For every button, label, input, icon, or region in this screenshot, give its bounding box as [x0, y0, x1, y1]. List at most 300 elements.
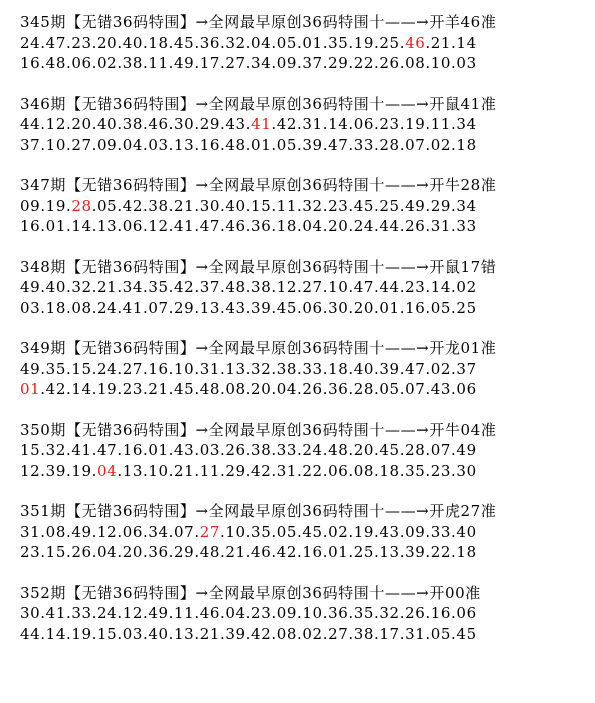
separator-dot: .	[40, 380, 46, 398]
number-cell: 43	[225, 115, 246, 133]
number-cell: 08	[353, 461, 375, 480]
number-cell: 33	[430, 522, 452, 541]
number-cell: 01	[45, 217, 66, 235]
number-cell: 40	[353, 359, 375, 378]
separator-dot: .	[245, 196, 252, 215]
separator-dot: .	[220, 380, 226, 398]
number-cell: 39	[251, 298, 272, 317]
highlighted-number: 28	[71, 196, 92, 215]
separator-dot: .	[168, 359, 175, 378]
separator-dot: .	[374, 54, 380, 72]
number-cell: 47	[353, 278, 375, 296]
separator-dot: .	[142, 359, 149, 378]
period-title: 350期【无错36码特围】→全网最早原创36码特围十——→开牛04准	[20, 420, 497, 439]
separator-dot: .	[65, 54, 72, 72]
separator-dot: .	[168, 33, 175, 52]
number-cell: 38	[122, 115, 143, 133]
number-cell: 31	[20, 522, 41, 541]
period-title: 351期【无错36码特围】→全网最早原创36码特围十——→开虎27准	[20, 502, 497, 520]
separator-dot: .	[271, 54, 277, 72]
separator-dot: .	[142, 217, 149, 235]
separator-dot: .	[425, 441, 431, 459]
number-cell: 36	[251, 217, 272, 235]
separator-dot: .	[220, 33, 226, 52]
separator-dot: .	[65, 135, 72, 154]
period-title: 345期【无错36码特围】→全网最早原创36码特围十——→开羊46准	[20, 13, 497, 31]
number-cell: 23	[71, 33, 92, 52]
number-cell: 40	[148, 624, 169, 643]
period-title: 349期【无错36码特围】→全网最早原创36码特围十——→开龙01准	[20, 339, 497, 357]
number-cell: 09	[20, 196, 41, 215]
separator-dot: .	[451, 217, 457, 235]
number-cell: 37	[199, 278, 220, 296]
separator-dot: .	[220, 278, 226, 296]
separator-dot: .	[322, 461, 329, 480]
separator-dot: .	[220, 624, 226, 643]
number-cell: 01	[379, 298, 400, 317]
number-cell: 48	[199, 380, 220, 398]
number-cell: 41	[174, 217, 195, 235]
separator-dot: .	[40, 217, 46, 235]
separator-dot: .	[374, 624, 380, 643]
number-cell: 24	[97, 298, 118, 317]
number-cell: 11	[430, 115, 452, 133]
separator-dot: .	[348, 359, 354, 378]
number-cell: 48	[328, 441, 349, 459]
number-cell: 13	[97, 217, 118, 235]
separator-dot: .	[348, 54, 354, 72]
separator-dot: .	[168, 624, 175, 643]
number-cell: 23	[379, 115, 400, 133]
number-cell: 13	[379, 543, 400, 561]
number-cell: 21	[430, 33, 452, 52]
separator-dot: .	[322, 33, 329, 52]
separator-dot: .	[40, 115, 46, 133]
number-cell: 40	[456, 522, 477, 541]
number-cell: 35	[251, 522, 272, 541]
number-cell: 33	[276, 441, 298, 459]
number-cell: 06	[456, 380, 477, 398]
number-cell: 27	[302, 278, 323, 296]
number-cell: 03	[148, 135, 169, 154]
number-cell: 05	[379, 380, 400, 398]
separator-dot: .	[425, 380, 431, 398]
separator-dot: .	[91, 217, 98, 235]
separator-dot: .	[271, 543, 277, 561]
separator-dot: .	[399, 359, 406, 378]
separator-dot: .	[220, 359, 226, 378]
number-cell: 47	[97, 441, 118, 459]
separator-dot: .	[297, 115, 303, 133]
number-cell: 16	[199, 135, 220, 154]
separator-dot: .	[425, 359, 431, 378]
number-cell: 24	[302, 441, 323, 459]
separator-dot: .	[399, 115, 406, 133]
separator-dot: .	[117, 196, 123, 215]
period-block	[20, 94, 590, 156]
number-cell: 10	[302, 604, 323, 622]
number-cell: 23	[122, 380, 143, 398]
separator-dot: .	[142, 441, 149, 459]
separator-dot: .	[271, 217, 277, 235]
separator-dot: .	[425, 115, 431, 133]
separator-dot: .	[271, 115, 277, 133]
number-cell: 36	[328, 380, 349, 398]
separator-dot: .	[40, 359, 46, 378]
separator-dot: .	[142, 624, 149, 643]
number-cell: 49	[20, 359, 41, 378]
separator-dot: .	[374, 604, 380, 622]
number-cell: 10	[430, 54, 452, 72]
separator-dot: .	[348, 217, 354, 235]
number-cell: 42	[251, 461, 272, 480]
number-cell: 23	[328, 196, 349, 215]
number-cell: 05	[97, 196, 118, 215]
separator-dot: .	[245, 33, 252, 52]
number-cell: 35	[405, 461, 426, 480]
number-cell: 31	[405, 624, 426, 643]
separator-dot: .	[271, 33, 277, 52]
separator-dot: .	[451, 543, 457, 561]
separator-dot: .	[117, 115, 123, 133]
number-cell: 38	[353, 624, 375, 643]
number-cell: 25	[353, 543, 375, 561]
number-cell: 35	[328, 33, 349, 52]
separator-dot: .	[91, 298, 98, 317]
number-cell: 18	[328, 359, 349, 378]
number-cell: 04	[276, 380, 298, 398]
separator-dot: .	[399, 54, 406, 72]
separator-dot: .	[425, 278, 431, 296]
separator-dot: .	[117, 54, 123, 72]
separator-dot: .	[142, 33, 149, 52]
number-cell: 02	[430, 135, 452, 154]
number-cell: 39	[405, 543, 426, 561]
separator-dot: .	[91, 278, 98, 296]
number-cell: 29	[225, 461, 246, 480]
number-cell: 05	[276, 135, 298, 154]
number-cell: 36	[148, 543, 169, 561]
separator-dot: .	[374, 461, 380, 480]
number-cell: 37	[302, 54, 323, 72]
period-block	[20, 175, 590, 237]
separator-dot: .	[348, 604, 354, 622]
number-cell: 10	[148, 461, 169, 480]
number-cell: 48	[225, 135, 246, 154]
separator-dot: .	[451, 624, 457, 643]
number-cell: 44	[20, 624, 41, 643]
number-cell: 40	[97, 115, 118, 133]
number-cell: 28	[405, 441, 426, 459]
separator-dot: .	[245, 461, 252, 480]
number-cell: 43	[225, 298, 246, 317]
separator-dot: .	[220, 217, 226, 235]
number-row	[20, 522, 590, 543]
period-block	[20, 420, 590, 482]
number-cell: 47	[328, 135, 349, 154]
number-cell: 42	[122, 196, 143, 215]
number-cell: 01	[251, 135, 272, 154]
number-cell: 16	[20, 217, 41, 235]
separator-dot: .	[425, 522, 431, 541]
separator-dot: .	[40, 298, 46, 317]
separator-dot: .	[271, 278, 277, 296]
separator-dot: .	[271, 359, 277, 378]
separator-dot: .	[40, 441, 46, 459]
separator-dot: .	[297, 441, 303, 459]
separator-dot: .	[348, 522, 354, 541]
number-cell: 47	[45, 33, 66, 52]
number-cell: 07	[405, 135, 426, 154]
separator-dot: .	[117, 380, 123, 398]
separator-dot: .	[451, 54, 457, 72]
separator-dot: .	[399, 380, 406, 398]
number-cell: 18	[276, 217, 298, 235]
separator-dot: .	[142, 115, 149, 133]
separator-dot: .	[245, 380, 252, 398]
separator-dot: .	[245, 54, 252, 72]
period-block	[20, 501, 590, 563]
number-cell: 14	[71, 217, 92, 235]
separator-dot: .	[297, 54, 303, 72]
number-cell: 18	[148, 33, 169, 52]
separator-dot: .	[194, 380, 200, 398]
separator-dot: .	[425, 33, 431, 52]
separator-dot: .	[91, 624, 98, 643]
separator-dot: .	[425, 298, 431, 317]
separator-dot: .	[194, 441, 200, 459]
separator-dot: .	[142, 380, 149, 398]
number-cell: 11	[174, 604, 195, 622]
separator-dot: .	[348, 380, 354, 398]
number-cell: 28	[353, 380, 375, 398]
number-cell: 14	[71, 380, 92, 398]
number-cell: 42	[45, 380, 66, 398]
separator-dot: .	[65, 278, 72, 296]
number-cell: 32	[45, 441, 66, 459]
number-cell: 26	[225, 441, 246, 459]
separator-dot: .	[399, 624, 406, 643]
separator-dot: .	[374, 278, 380, 296]
separator-dot: .	[168, 217, 175, 235]
number-cell: 09	[405, 522, 426, 541]
separator-dot: .	[399, 543, 406, 561]
number-cell: 07	[174, 522, 195, 541]
separator-dot: .	[245, 543, 252, 561]
separator-dot: .	[194, 359, 200, 378]
number-cell: 20	[122, 543, 143, 561]
number-cell: 16	[20, 54, 41, 72]
number-cell: 03	[199, 441, 220, 459]
separator-dot: .	[348, 115, 354, 133]
separator-dot: .	[40, 196, 46, 215]
separator-dot: .	[168, 543, 175, 561]
separator-dot: .	[297, 461, 303, 480]
number-cell: 41	[122, 298, 143, 317]
number-cell: 13	[225, 359, 246, 378]
separator-dot: .	[65, 217, 72, 235]
separator-dot: .	[348, 461, 354, 480]
separator-dot: .	[374, 196, 380, 215]
separator-dot: .	[451, 115, 457, 133]
separator-dot: .	[271, 461, 277, 480]
number-cell: 37	[456, 359, 477, 378]
number-cell: 21	[174, 196, 195, 215]
number-cell: 09	[276, 54, 298, 72]
number-cell: 14	[456, 33, 477, 52]
number-cell: 15	[71, 359, 92, 378]
number-cell: 08	[71, 298, 92, 317]
separator-dot: .	[40, 522, 46, 541]
separator-dot: .	[271, 441, 277, 459]
number-cell: 02	[302, 624, 323, 643]
number-cell: 22	[430, 543, 452, 561]
separator-dot: .	[65, 624, 72, 643]
number-cell: 31	[199, 359, 220, 378]
highlighted-number: 27	[199, 522, 220, 541]
number-cell: 41	[45, 604, 66, 622]
number-cell: 26	[405, 217, 426, 235]
number-cell: 15	[20, 441, 41, 459]
separator-dot: .	[297, 298, 303, 317]
separator-dot: .	[425, 217, 431, 235]
number-cell: 28	[379, 135, 400, 154]
number-cell: 46	[225, 217, 246, 235]
number-cell: 34	[122, 278, 143, 296]
separator-dot: .	[297, 604, 303, 622]
separator-dot: .	[40, 461, 46, 480]
number-cell: 47	[199, 217, 220, 235]
number-cell: 35	[148, 278, 169, 296]
number-cell: 45	[174, 380, 195, 398]
separator-dot: .	[40, 135, 46, 154]
separator-dot: .	[91, 54, 98, 72]
number-cell: 38	[122, 54, 143, 72]
separator-dot: .	[271, 604, 277, 622]
number-cell: 38	[251, 278, 272, 296]
separator-dot: .	[168, 380, 175, 398]
number-cell: 31	[276, 461, 298, 480]
number-cell: 31	[430, 217, 452, 235]
number-cell: 35	[45, 359, 66, 378]
number-cell: 17	[379, 624, 400, 643]
number-row	[20, 216, 590, 237]
separator-dot: .	[91, 441, 98, 459]
separator-dot: .	[374, 217, 380, 235]
number-cell: 16	[148, 359, 169, 378]
period-block	[20, 12, 590, 74]
period-block	[20, 257, 590, 319]
separator-dot: .	[297, 380, 303, 398]
number-cell: 15	[45, 543, 66, 561]
separator-dot: .	[348, 278, 354, 296]
number-cell: 21	[97, 278, 118, 296]
separator-dot: .	[425, 604, 431, 622]
number-cell: 48	[225, 278, 246, 296]
separator-dot: .	[374, 115, 380, 133]
number-cell: 09	[276, 604, 298, 622]
separator-dot: .	[194, 196, 200, 215]
separator-dot: .	[117, 33, 123, 52]
separator-dot: .	[117, 298, 123, 317]
number-cell: 22	[353, 54, 375, 72]
number-cell: 05	[430, 298, 452, 317]
number-cell: 38	[148, 196, 169, 215]
number-cell: 30	[328, 298, 349, 317]
separator-dot: .	[297, 522, 303, 541]
number-cell: 03	[456, 54, 477, 72]
number-cell: 18	[456, 543, 477, 561]
separator-dot: .	[65, 543, 72, 561]
number-row	[20, 359, 590, 380]
number-cell: 06	[328, 461, 349, 480]
separator-dot: .	[40, 604, 46, 622]
number-cell: 12	[122, 604, 143, 622]
separator-dot: .	[168, 298, 175, 317]
separator-dot: .	[40, 33, 46, 52]
prediction-document	[20, 12, 590, 664]
number-cell: 30	[456, 461, 477, 480]
separator-dot: .	[117, 522, 123, 541]
number-cell: 30	[174, 115, 195, 133]
separator-dot: .	[374, 380, 380, 398]
separator-dot: .	[348, 33, 354, 52]
number-cell: 24	[20, 33, 41, 52]
number-cell: 14	[430, 278, 452, 296]
separator-dot: .	[220, 604, 226, 622]
number-cell: 45	[276, 298, 298, 317]
number-cell: 20	[251, 380, 272, 398]
number-cell: 10	[45, 135, 66, 154]
number-cell: 25	[456, 298, 477, 317]
separator-dot: .	[399, 217, 406, 235]
separator-dot: .	[91, 359, 98, 378]
separator-dot: .	[271, 135, 277, 154]
number-cell: 02	[97, 54, 118, 72]
number-cell: 42	[276, 115, 298, 133]
number-cell: 12	[45, 115, 66, 133]
period-title: 346期【无错36码特围】→全网最早原创36码特围十——→开鼠41准	[20, 94, 497, 113]
separator-dot: .	[271, 624, 277, 643]
number-cell: 21	[148, 380, 169, 398]
number-cell: 13	[199, 298, 220, 317]
separator-dot: .	[374, 543, 380, 561]
number-cell: 33	[353, 135, 375, 154]
number-row	[20, 277, 590, 298]
separator-dot: .	[142, 522, 149, 541]
number-cell: 12	[97, 522, 118, 541]
separator-dot: .	[194, 298, 200, 317]
number-cell: 08	[276, 624, 298, 643]
number-cell: 06	[122, 522, 143, 541]
number-cell: 13	[174, 135, 195, 154]
separator-dot: .	[168, 604, 175, 622]
separator-dot: .	[322, 441, 329, 459]
separator-dot: .	[245, 135, 252, 154]
separator-dot: .	[297, 543, 303, 561]
number-cell: 27	[71, 135, 92, 154]
number-cell: 13	[174, 624, 195, 643]
highlighted-number: 04	[97, 461, 118, 480]
number-cell: 06	[71, 54, 92, 72]
separator-dot: .	[245, 604, 252, 622]
number-cell: 02	[456, 278, 477, 296]
separator-dot: .	[374, 359, 380, 378]
number-cell: 32	[225, 33, 246, 52]
separator-dot: .	[142, 543, 149, 561]
number-cell: 12	[20, 461, 41, 480]
number-cell: 49	[20, 278, 41, 296]
